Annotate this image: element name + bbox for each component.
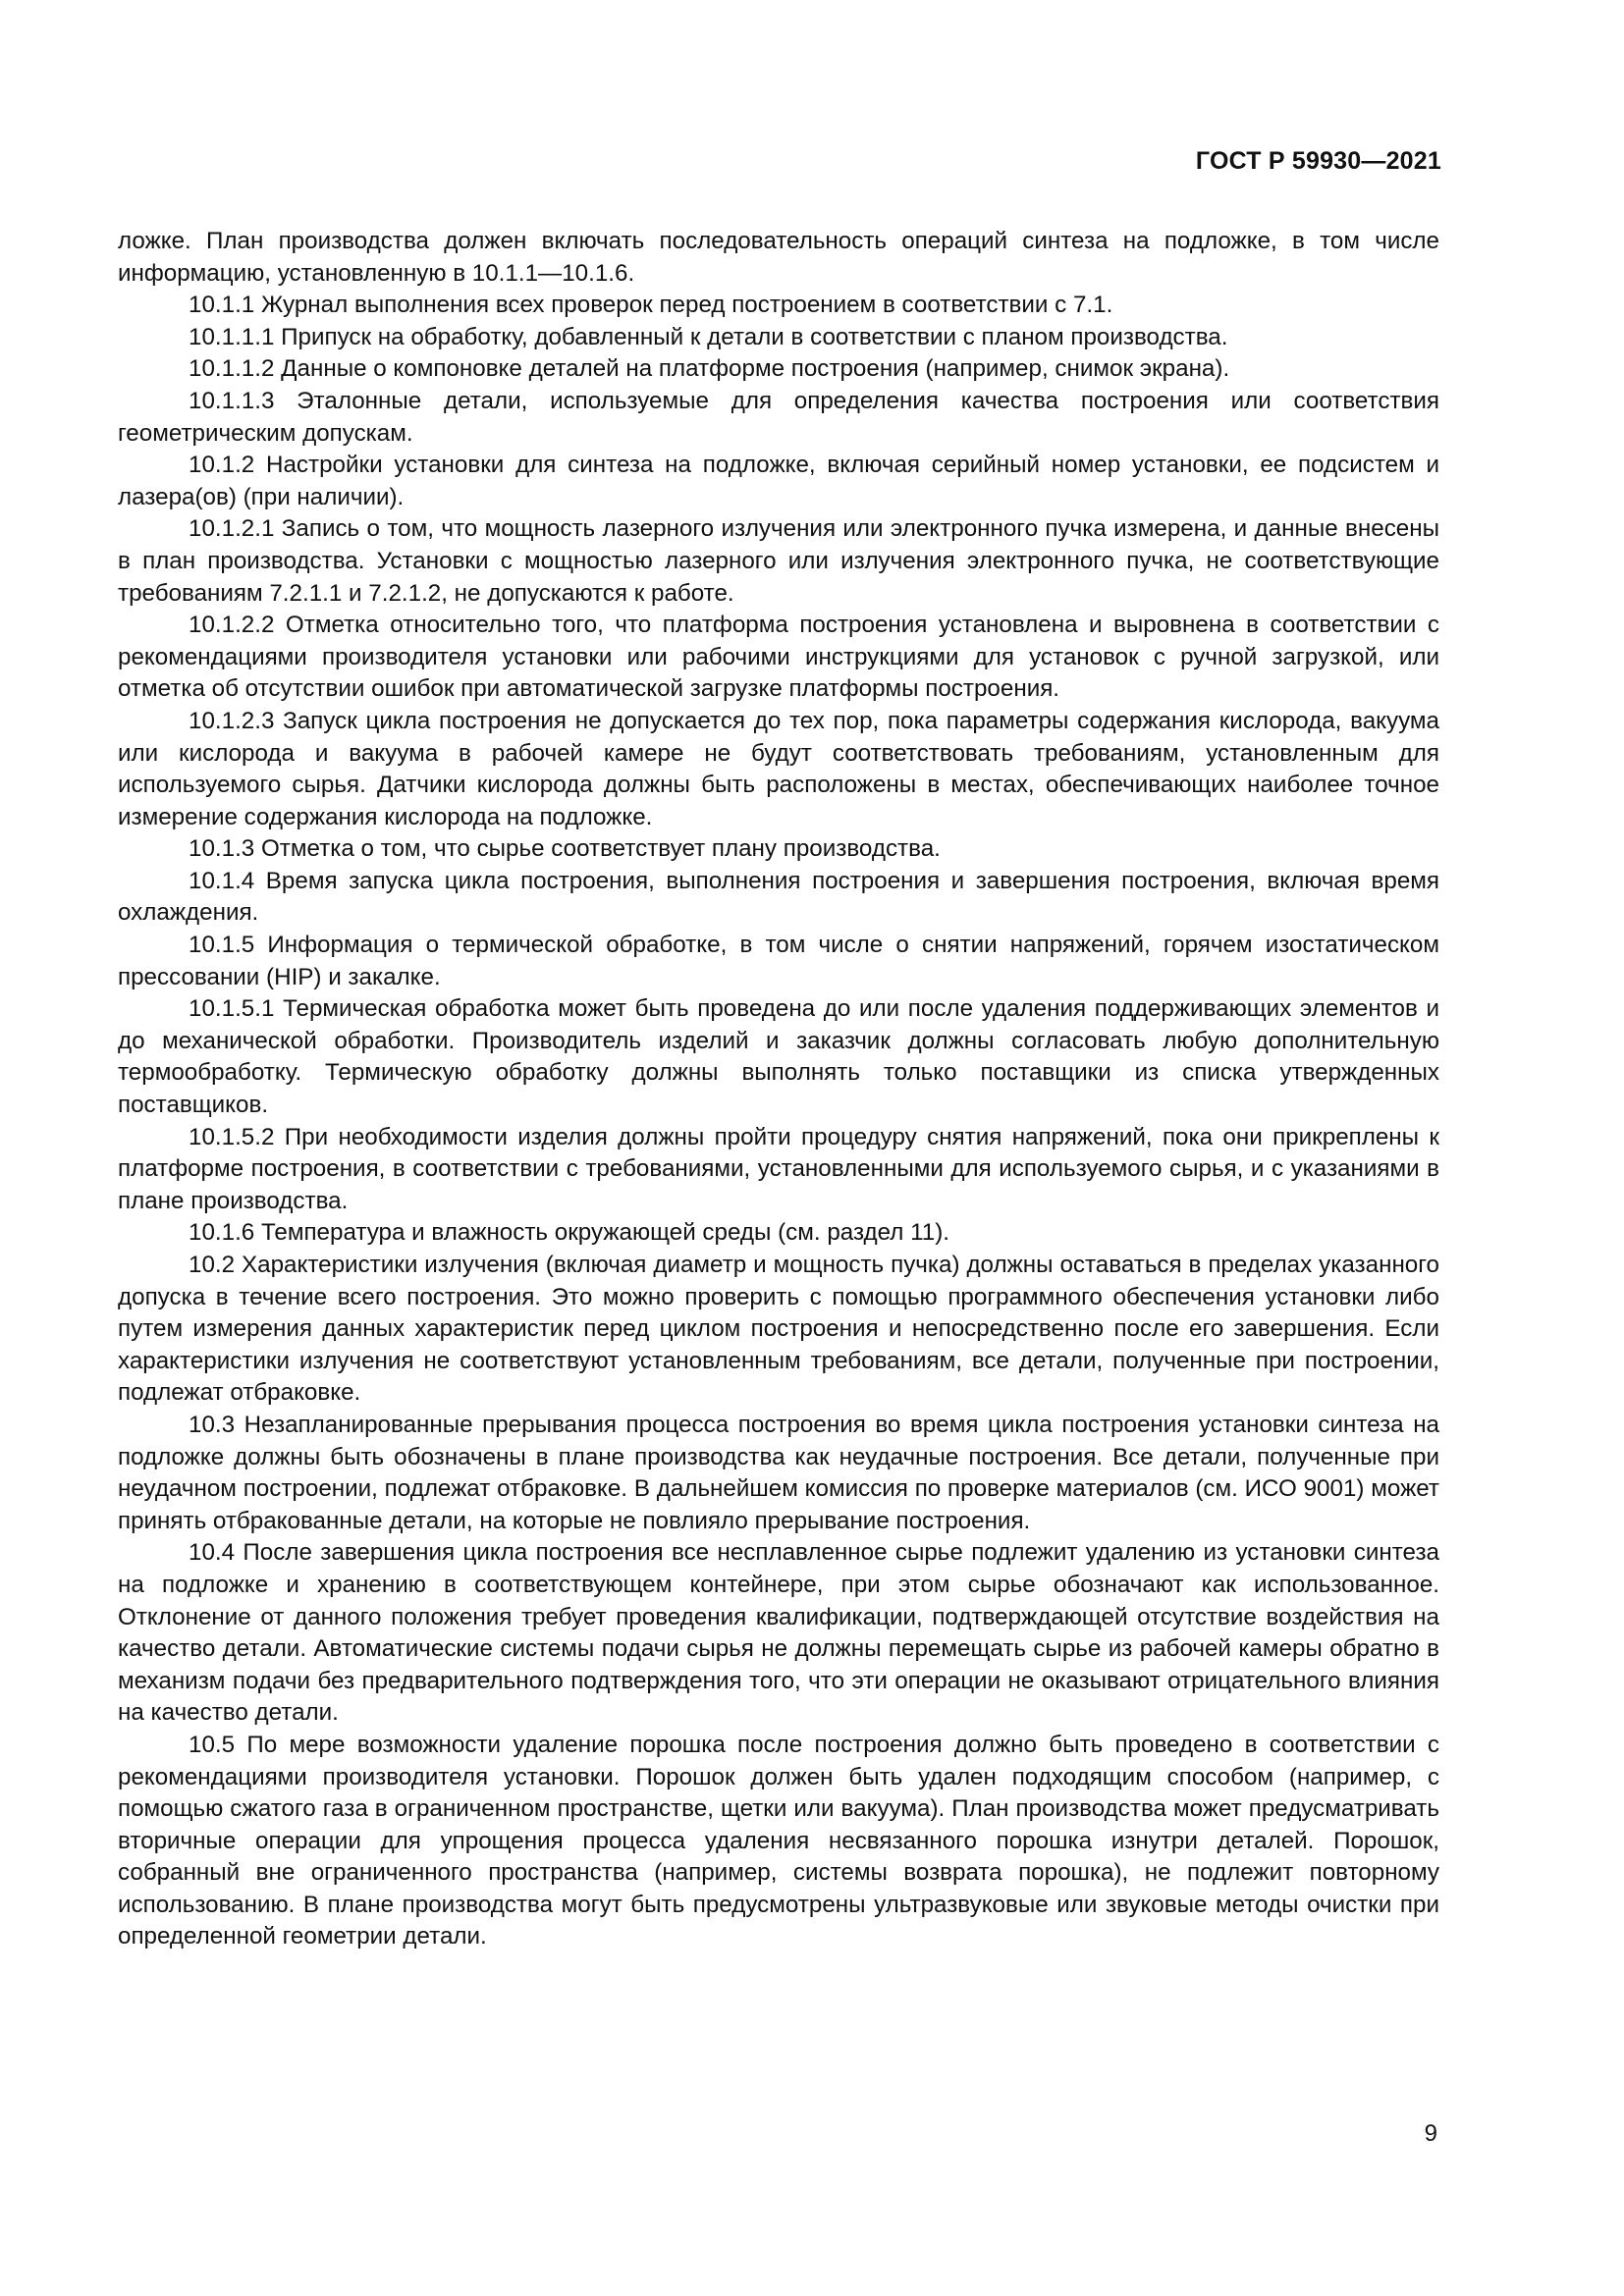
standard-designation: ГОСТ Р 59930—2021 — [1195, 147, 1441, 175]
paragraph-10-1-6: 10.1.6 Температура и влажность окружающей среды (см. раздел 11). — [189, 1219, 949, 1247]
paragraph-10-1-5-1: 10.1.5.1 Термическая обработка может быть проведена до или после удаления поддерживающих элементов и до механической обработки. Производитель изделий и заказчик должны согласовать любую дополнительную термообработку. Термическую обработку должны выполнять только поставщики из списка утвержденных поставщиков. — [118, 995, 1439, 1119]
paragraph-10-1-2: 10.1.2 Настройки установки для синтеза на подложке, включая серийный номер установки, ее подсистем и лазера(ов) (при наличии). — [118, 452, 1439, 510]
paragraph-10-4: 10.4 После завершения цикла построения все несплавленное сырье подлежит удалению из установки синтеза на подложке и хранению в соответствующем контейнере, при этом сырье обозначают как использованное. Отклонение от данного положения требует проведения квалификации, подтверждающей отсутствие воздействия на качество детали. Автоматические системы подачи сырья не должны перемещать сырье из рабочей камеры обратно в механизм подачи без предварительного подтверждения того, что эти операции не оказывают отрицательного влияния на качество детали. — [118, 1539, 1439, 1727]
paragraph-10-1-3: 10.1.3 Отметка о том, что сырье соответствует плану производства. — [189, 835, 941, 863]
paragraph-10-1-5-2: 10.1.5.2 При необходимости изделия должны пройти процедуру снятия напряжений, пока они прикреплены к платформе построения, в соответствии с требованиями, установленными для используемого сырья, и с указаниями в плане производства. — [118, 1123, 1439, 1214]
document-body — [118, 226, 1439, 1953]
paragraph-10-1-1-3: 10.1.1.3 Эталонные детали, используемые для определения качества построения или соответствия геометрическим допускам. — [118, 387, 1439, 447]
paragraph-10-1-5: 10.1.5 Информация о термической обработке, в том числе о снятии напряжений, горячем изостатическом прессовании (HIP) и закалке. — [118, 932, 1439, 990]
paragraph-10-3: 10.3 Незапланированные прерывания процесса построения во время цикла построения установки синтеза на подложке должны быть обозначены в плане производства как неудачные построения. Все детали, полученные при неудачном построении, подлежат отбраковке. В дальнейшем комиссия по проверке материалов (см. ИСО 9001) может принять отбракованные детали, на которые не повлияло прерывание построения. — [118, 1411, 1439, 1534]
paragraph-10-1-1: 10.1.1 Журнал выполнения всех проверок перед построением в соответствии с 7.1. — [189, 292, 1113, 319]
paragraph-10-1-1-1: 10.1.1.1 Припуск на обработку, добавленный к детали в соответствии с планом производства. — [189, 323, 1228, 350]
paragraph-10-1-2-2: 10.1.2.2 Отметка относительно того, что платформа построения установлена и выровнена в соответствии с рекомендациями производителя установки или рабочими инструкциями для установок с ручной загрузкой, или отметка об отсутствии ошибок при автоматической загрузке платформы построения. — [118, 612, 1439, 703]
page-number: 9 — [1424, 2120, 1437, 2147]
paragraph-10-5: 10.5 По мере возможности удаление порошка после построения должно быть проведено в соответствии с рекомендациями производителя установки. Порошок должен быть удален подходящим способом (например, с помощью сжатого газа в ограниченном пространстве, щетки или вакуума). План производства может предусматривать вторичные операции для упрощения процесса удаления несвязанного порошка изнутри деталей. Порошок, собранный вне ограниченного пространства (например, системы возврата порошка), не подлежит повторному использованию. В плане производства могут быть предусмотрены ультразвуковые или звуковые методы очистки при определенной геометрии детали. — [118, 1731, 1439, 1950]
paragraph-continuation: ложке. План производства должен включать последовательность операций синтеза на подложке, в том числе информацию, установленную в 10.1.1—10.1.6. — [118, 228, 1439, 287]
paragraph-10-1-2-1: 10.1.2.1 Запись о том, что мощность лазерного излучения или электронного пучка измерена, и данные внесены в план производства. Установки с мощностью лазерного или излучения электронного пучка, не соответствующие требованиям 7.2.1.1 и 7.2.1.2, не допускаются к работе. — [118, 515, 1439, 607]
paragraph-10-2: 10.2 Характеристики излучения (включая диаметр и мощность пучка) должны оставаться в пределах указанного допуска в течение всего построения. Это можно проверить с помощью программного обеспечения установки либо путем измерения данных характеристик перед циклом построения и непосредственно после его завершения. Если характеристики излучения не соответствуют установленным требованиям, все детали, полученные при построении, подлежат отбраковке. — [118, 1252, 1439, 1407]
paragraph-10-1-1-2: 10.1.1.2 Данные о компоновке деталей на платформе построения (например, снимок экрана). — [189, 355, 1230, 383]
paragraph-10-1-4: 10.1.4 Время запуска цикла построения, выполнения построения и завершения построения, включая время охлаждения. — [118, 867, 1439, 927]
paragraph-10-1-2-3: 10.1.2.3 Запуск цикла построения не допускается до тех пор, пока параметры содержания кислорода, вакуума или кислорода и вакуума в рабочей камере не будут соответствовать требованиям, установленным для используемого сырья. Датчики кислорода должны быть расположены в местах, обеспечивающих наиболее точное измерение содержания кислорода на подложке. — [118, 707, 1439, 830]
